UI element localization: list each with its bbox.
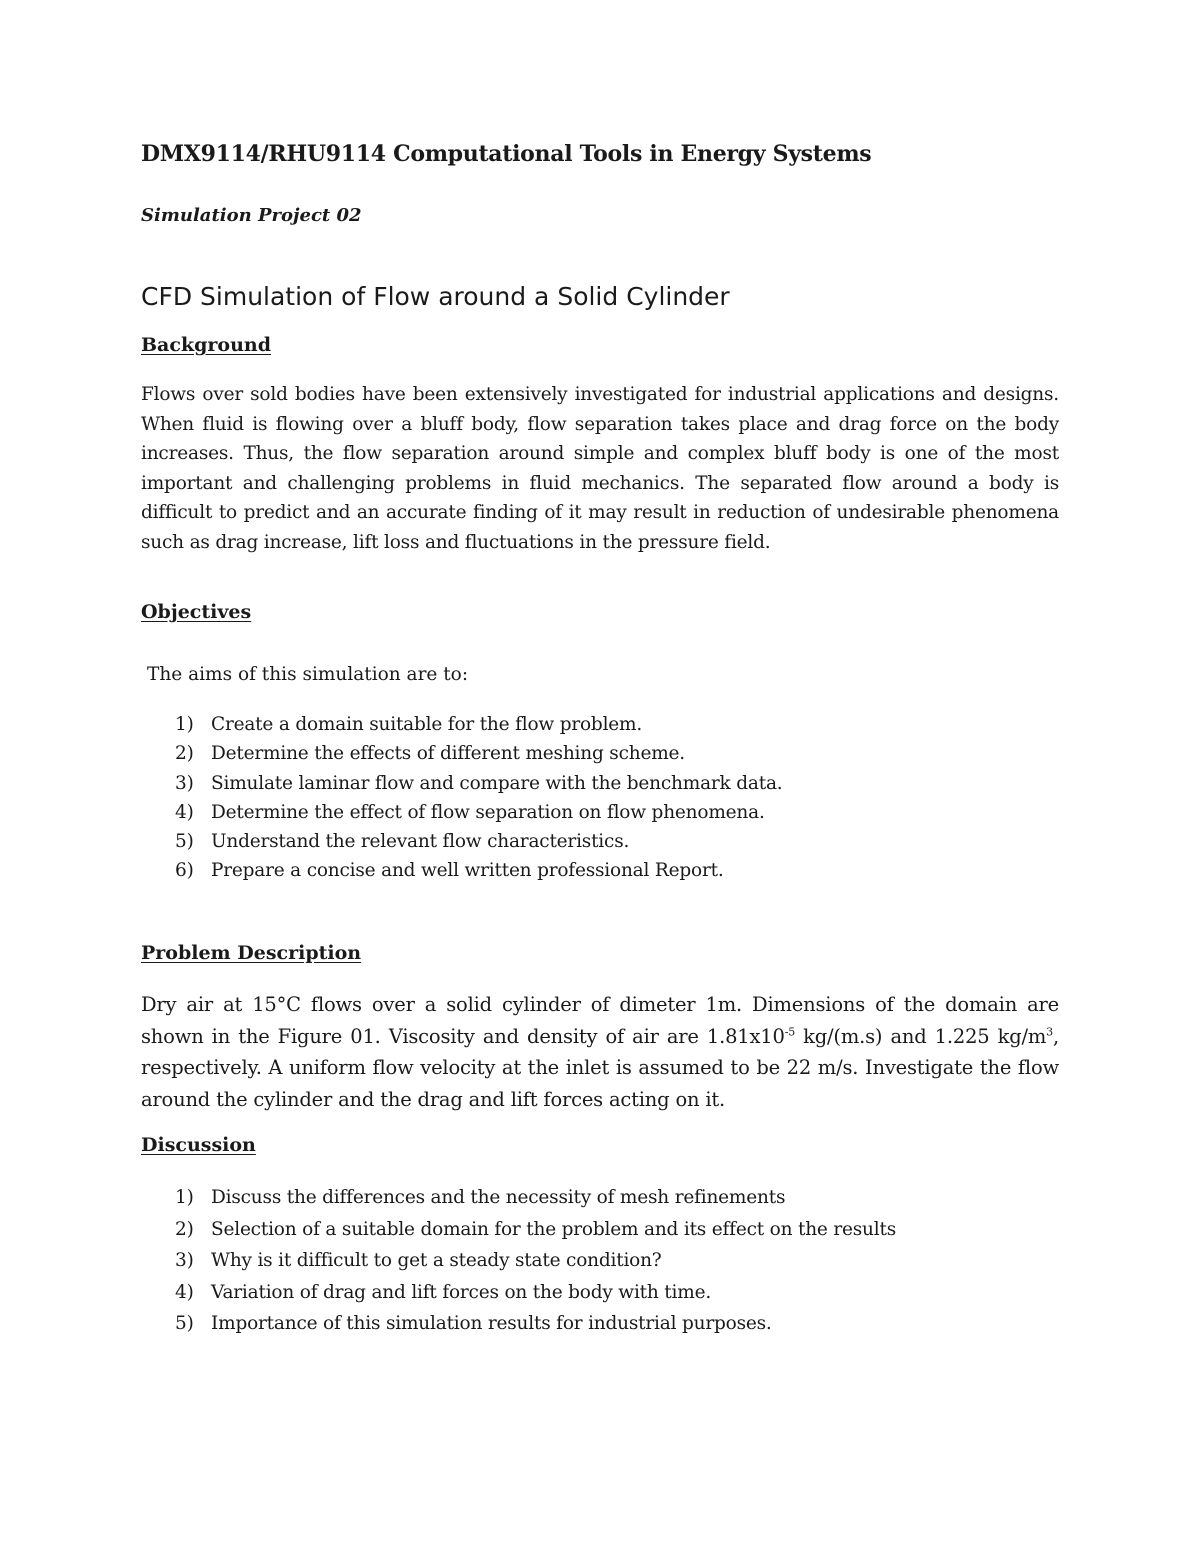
list-text: Create a domain suitable for the flow problem. — [211, 714, 643, 735]
background-heading: Background — [141, 334, 271, 356]
objective-item — [141, 798, 782, 827]
list-number: 3) — [175, 772, 194, 794]
problem-text-part: , respectively. A uniform flow velocity at the inlet is assumed to be 22 m/s. Investigate the flow around the cylinder and the drag and lift forces acting on it. — [141, 1024, 1059, 1111]
discussion-item — [141, 1182, 896, 1214]
list-number: 5) — [175, 1313, 194, 1334]
problem-paragraph — [141, 989, 1059, 1115]
project-label: Simulation Project 02 — [141, 205, 362, 226]
objective-item — [141, 739, 782, 768]
objectives-heading: Objectives — [141, 601, 252, 623]
objective-item — [141, 827, 782, 856]
list-text: Determine the effects of different meshing scheme. — [211, 743, 685, 765]
objectives-intro: The aims of this simulation are to: — [147, 664, 469, 685]
list-number: 4) — [175, 801, 194, 823]
list-text: Variation of drag and lift forces on the body with time. — [211, 1281, 712, 1303]
problem-text-part: kg/(m.s) and 1.225 kg/m — [795, 1024, 1047, 1048]
list-text: Discuss the differences and the necessity of mesh refinements — [211, 1187, 786, 1208]
document-title: CFD Simulation of Flow around a Solid Cylinder — [141, 282, 730, 311]
list-number: 4) — [175, 1281, 194, 1303]
course-title: DMX9114/RHU9114 Computational Tools in Energy Systems — [141, 141, 872, 167]
exponent: -5 — [784, 1025, 796, 1038]
list-number: 2) — [175, 1218, 194, 1240]
discussion-list — [141, 1182, 896, 1340]
discussion-item — [141, 1308, 896, 1340]
list-text: Understand the relevant flow characteristics. — [211, 831, 630, 853]
list-text: Selection of a suitable domain for the problem and its effect on the results — [211, 1218, 897, 1240]
objective-item — [141, 856, 782, 885]
problem-text-part: Dry air at 15°C flows over a solid cylinder of dimeter 1m. Dimensions of the domain are shown in the Figure 01. Viscosity and density of air are 1.81x10 — [141, 993, 1059, 1048]
list-number: 5) — [175, 831, 194, 853]
list-text: Prepare a concise and well written professional Report. — [211, 860, 724, 882]
list-text: Why is it difficult to get a steady state condition? — [211, 1250, 662, 1271]
list-text: Simulate laminar flow and compare with the benchmark data. — [211, 772, 783, 794]
problem-heading: Problem Description — [141, 942, 362, 964]
discussion-heading: Discussion — [141, 1134, 256, 1156]
list-number: 6) — [175, 860, 194, 882]
list-number: 1) — [175, 714, 194, 735]
list-number: 2) — [175, 743, 194, 765]
objectives-list — [141, 710, 782, 886]
list-number: 1) — [175, 1187, 194, 1208]
discussion-item — [141, 1277, 896, 1309]
list-text: Importance of this simulation results for industrial purposes. — [211, 1313, 772, 1334]
exponent: 3 — [1046, 1025, 1053, 1038]
discussion-item — [141, 1245, 896, 1277]
objective-item — [141, 710, 782, 739]
objective-item — [141, 769, 782, 798]
discussion-item — [141, 1214, 896, 1246]
background-paragraph: Flows over sold bodies have been extensively investigated for industrial applications and designs. When fluid is flowing over a bluff body, flow separation takes place and drag force on the body increases. Thus, the flow separation around simple and complex bluff body is one of the most important and challenging problems in fluid mechanics. The separated flow around a body is difficult to predict and an accurate finding of it may result in reduction of undesirable phenomena such as drag increase, lift loss and fluctuations in the pressure field. — [141, 384, 1059, 553]
list-number: 3) — [175, 1250, 194, 1271]
list-text: Determine the effect of flow separation on flow phenomena. — [211, 801, 765, 823]
